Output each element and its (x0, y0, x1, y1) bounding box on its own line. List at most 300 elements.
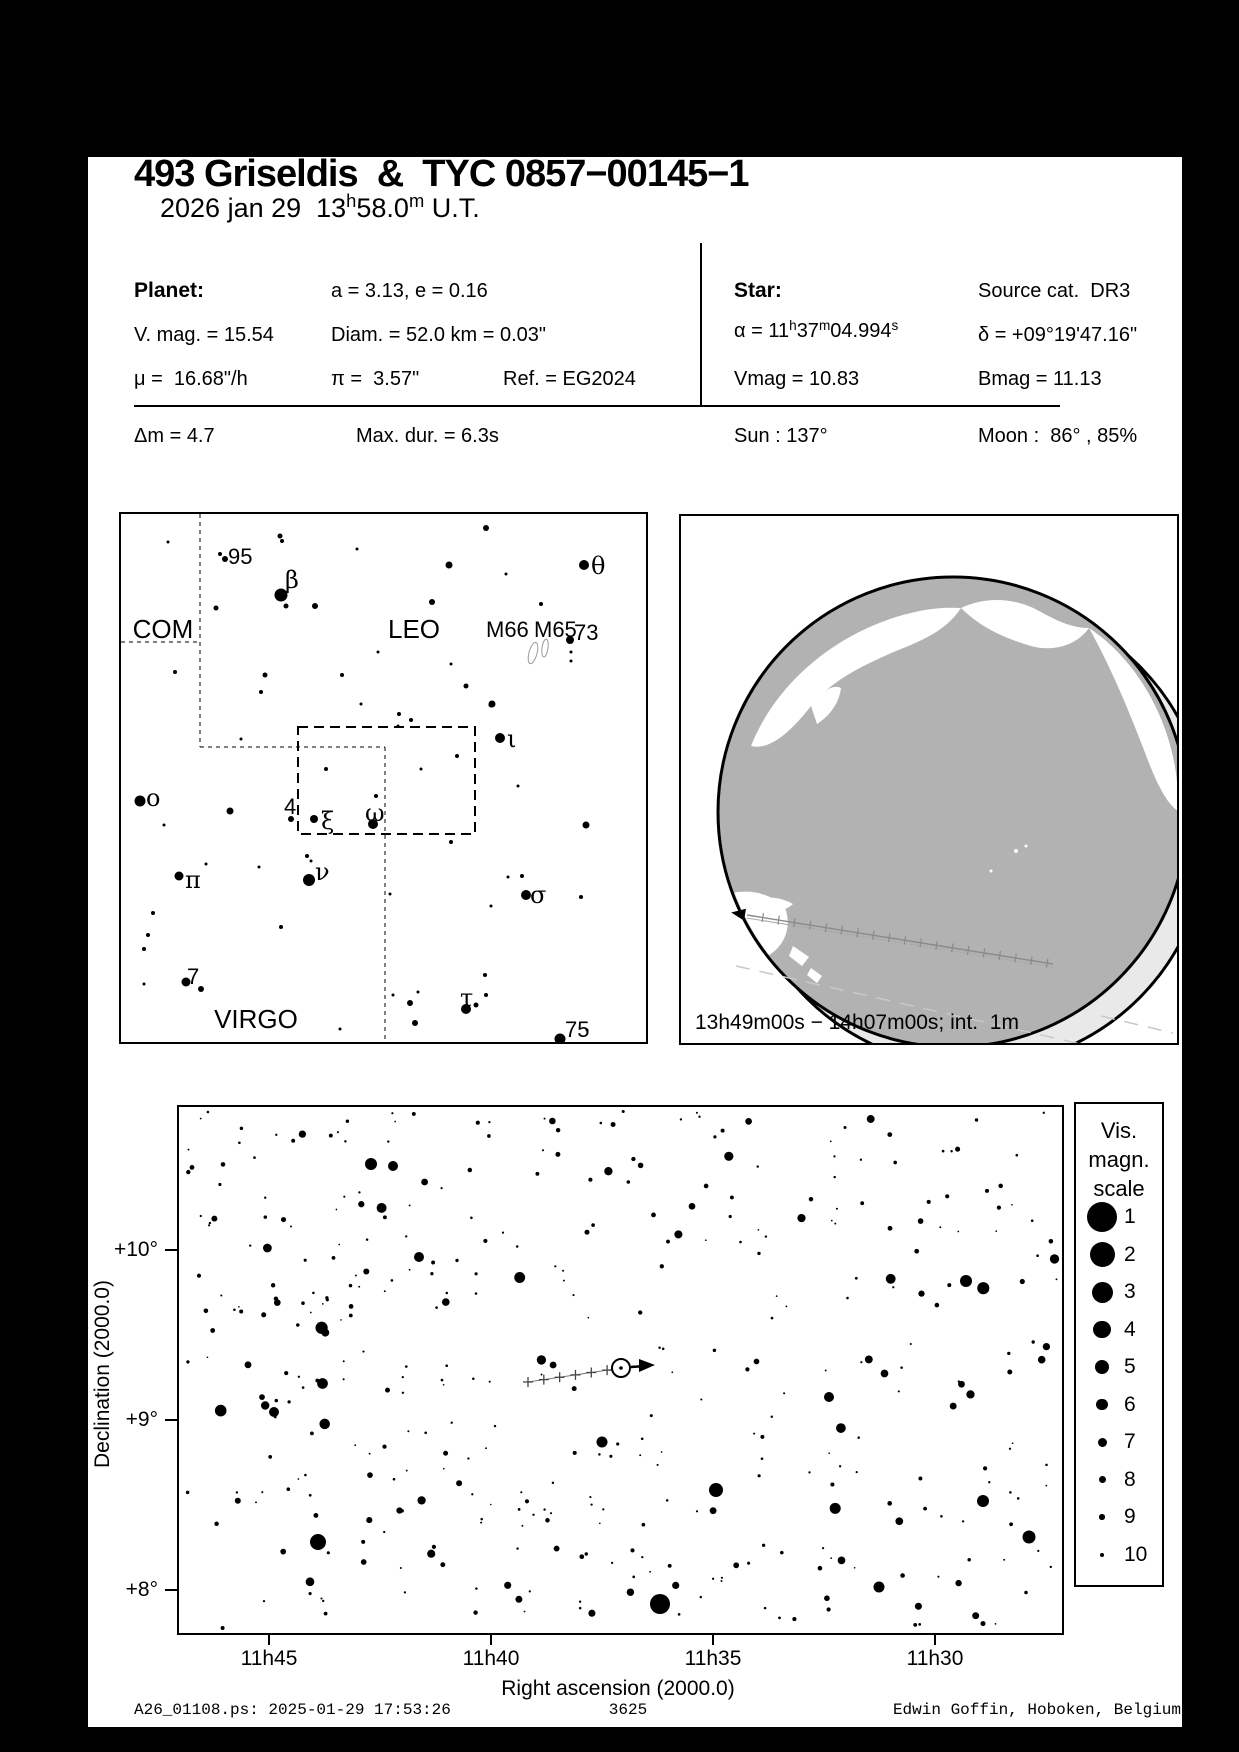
bright-star (960, 1275, 972, 1287)
field-star (825, 1370, 827, 1372)
star-dot (555, 1034, 566, 1043)
field-star (274, 1296, 278, 1300)
field-star (313, 1513, 318, 1518)
star-section-label: Star: (734, 279, 782, 302)
field-star (713, 1135, 716, 1138)
constellation-label: LEO (387, 614, 441, 644)
text-segment: 58.0 (356, 193, 409, 223)
field-star (1045, 1485, 1047, 1487)
field-star (792, 1617, 796, 1621)
field-star (780, 1551, 784, 1555)
field-star (754, 1359, 760, 1365)
legend-magnitude-label: 2 (1124, 1242, 1136, 1266)
field-star (895, 1517, 903, 1525)
field-star (609, 1455, 612, 1458)
field-star (518, 1508, 521, 1511)
field-star (657, 1464, 659, 1466)
field-star (980, 1621, 985, 1626)
field-star (855, 1277, 858, 1280)
field-star (945, 1194, 949, 1198)
field-star (343, 1360, 345, 1362)
field-star (209, 1222, 211, 1224)
legend-magnitude-dot (1095, 1360, 1110, 1375)
field-star (1020, 1279, 1025, 1284)
field-star (887, 1132, 892, 1137)
star-label: θ (591, 552, 606, 580)
field-star (554, 1546, 560, 1552)
field-star (826, 1607, 830, 1611)
field-star (967, 1558, 971, 1562)
field-star (966, 1390, 974, 1398)
field-star (349, 1284, 353, 1288)
field-star (854, 1567, 856, 1569)
field-star (1043, 1112, 1045, 1114)
field-star (384, 1290, 386, 1292)
magnitude-legend (1074, 1102, 1164, 1587)
field-star (955, 1580, 961, 1586)
legend-magnitude-dot (1100, 1553, 1104, 1557)
star-dot (356, 548, 359, 551)
field-star (705, 1239, 707, 1241)
field-star (516, 1245, 519, 1248)
field-star (480, 1518, 483, 1521)
field-star (543, 1508, 545, 1510)
star-dot (446, 562, 453, 569)
field-star (602, 1508, 604, 1510)
field-star (200, 1118, 202, 1120)
field-star (236, 1491, 238, 1493)
field-star (696, 1510, 698, 1512)
field-star (995, 1623, 997, 1625)
star-label: σ (530, 881, 547, 909)
field-star (562, 1270, 564, 1272)
field-star (1056, 1278, 1058, 1280)
field-star (589, 1496, 591, 1498)
page (88, 153, 1182, 1727)
star-dot (483, 525, 489, 531)
field-star (860, 1201, 864, 1205)
field-star (914, 1249, 919, 1254)
field-star (975, 1118, 978, 1121)
legend-magnitude-label: 3 (1124, 1280, 1136, 1303)
field-star (584, 1230, 589, 1235)
x-tick (490, 1635, 492, 1645)
field-star (405, 1235, 407, 1237)
footer-filename: A26_01108.ps: 2025-01-29 17:53:26 (134, 1701, 451, 1719)
field-star (358, 1201, 364, 1207)
field-star (337, 1131, 339, 1133)
field-star (542, 1149, 544, 1151)
field-star (400, 1567, 402, 1569)
planet-orbit-elements: a = 3.13, e = 0.16 (331, 280, 488, 302)
field-star (650, 1414, 653, 1417)
x-tick-label: 11h40 (462, 1647, 520, 1670)
star-label: 73 (574, 620, 599, 645)
field-star (1038, 1356, 1046, 1364)
field-star (268, 1455, 272, 1459)
star-dot (517, 785, 520, 788)
field-star (604, 1167, 612, 1175)
field-star (818, 1566, 823, 1571)
field-star (671, 1371, 673, 1373)
unit-superscript: m (408, 189, 425, 211)
constellation-label: COM (132, 614, 194, 644)
legend-magnitude-dot (1096, 1399, 1108, 1411)
field-star (760, 1435, 764, 1439)
field-star (476, 1121, 480, 1125)
field-star (383, 1531, 385, 1533)
field-star (529, 1590, 531, 1592)
star-dot (143, 983, 146, 986)
field-star (387, 1140, 389, 1142)
field-star (220, 1294, 222, 1296)
x-tick (934, 1635, 936, 1645)
field-star (661, 1451, 663, 1453)
event-moon-elongation: Moon : 86° , 85% (978, 425, 1138, 447)
y-tick (165, 1249, 177, 1251)
field-star (666, 1240, 670, 1244)
field-star (286, 1487, 290, 1491)
field-star (898, 1390, 900, 1392)
star-dot (173, 670, 177, 674)
star-dot (505, 573, 508, 576)
field-star (808, 1471, 810, 1473)
field-star (240, 1127, 243, 1130)
field-star (369, 1453, 371, 1455)
y-tick-label: +9° (125, 1408, 158, 1431)
field-star (306, 1577, 315, 1586)
star-dot (151, 911, 155, 915)
field-star (430, 1272, 433, 1275)
field-star (900, 1573, 905, 1578)
field-star (421, 1179, 428, 1186)
field-star (354, 1444, 356, 1446)
star-dot (175, 872, 184, 881)
field-star (207, 1111, 210, 1114)
bright-star (977, 1495, 989, 1507)
field-star (271, 1283, 275, 1287)
field-star (641, 1556, 643, 1558)
star-label: π (185, 866, 201, 894)
legend-magnitude-dot (1092, 1282, 1113, 1303)
field-star (317, 1378, 328, 1389)
field-star (264, 1197, 266, 1199)
field-star (468, 1168, 472, 1172)
star-dot (507, 876, 510, 879)
field-star (658, 1346, 660, 1348)
page-title: 493 Griseldis & TYC 0857−00145−1 (134, 153, 749, 195)
star-dot (539, 602, 543, 606)
field-star (824, 1595, 830, 1601)
field-star (631, 1157, 635, 1161)
star-dot (409, 718, 413, 722)
field-star (435, 1306, 438, 1309)
field-star (579, 1601, 581, 1603)
star-label: τ (460, 984, 474, 1012)
field-star (441, 1187, 443, 1189)
field-star (910, 1343, 912, 1345)
field-star (587, 1317, 589, 1319)
field-star (409, 1269, 411, 1271)
field-star (950, 1150, 952, 1152)
star-dot (263, 673, 268, 678)
field-star (839, 1465, 841, 1467)
field-star (733, 1562, 739, 1568)
field-star (828, 1452, 830, 1454)
field-star (471, 1493, 473, 1495)
field-star (310, 1312, 312, 1314)
field-star (797, 1214, 805, 1222)
field-star (588, 1178, 592, 1182)
star-dot (360, 703, 363, 706)
star-dot (464, 684, 469, 689)
field-star (887, 1501, 892, 1506)
field-star (343, 1196, 345, 1198)
star-dot (583, 822, 590, 829)
field-star (579, 1554, 584, 1559)
star-dot (420, 768, 423, 771)
globe-canvas (681, 516, 1177, 1043)
field-star (299, 1130, 306, 1137)
star-dot (278, 534, 283, 539)
field-star (483, 1239, 487, 1243)
field-star (287, 1400, 290, 1403)
field-star (467, 1457, 469, 1459)
track-time-plus-mark (570, 1370, 580, 1380)
field-star (1049, 1239, 1054, 1244)
field-star (475, 1587, 477, 1589)
legend-magnitude-dot (1093, 1321, 1111, 1339)
field-star (1007, 1352, 1010, 1355)
field-star (700, 1398, 702, 1400)
event-datetime (160, 189, 480, 224)
field-star (1032, 1340, 1035, 1343)
field-star (940, 1515, 943, 1518)
field-star (778, 1617, 781, 1620)
field-star (319, 1419, 330, 1430)
field-star (402, 1392, 404, 1394)
field-star (865, 1355, 873, 1363)
field-star (261, 1401, 269, 1409)
field-star (730, 1195, 734, 1199)
field-star (442, 1298, 450, 1306)
field-star (747, 1562, 750, 1565)
field-star (362, 1351, 364, 1353)
field-star (830, 1141, 832, 1143)
field-star (1036, 1254, 1039, 1257)
field-star (238, 1141, 241, 1144)
field-star (424, 1431, 427, 1434)
planet-vmag: V. mag. = 15.54 (134, 324, 274, 346)
field-star (275, 1134, 277, 1136)
legend-magnitude-label: 10 (1124, 1542, 1148, 1566)
field-star (494, 1425, 496, 1427)
field-star (785, 1305, 787, 1307)
star-label: ι (507, 725, 517, 753)
field-star (537, 1355, 546, 1364)
star-dot (227, 808, 234, 815)
field-star (393, 1478, 396, 1481)
star-dot (340, 673, 344, 677)
event-sun-elongation: Sun : 137° (734, 425, 828, 447)
field-star (611, 1122, 616, 1127)
field-star (361, 1540, 365, 1544)
field-star (765, 1235, 767, 1237)
field-star (834, 1223, 836, 1225)
field-star (710, 1507, 717, 1514)
field-star (346, 1119, 349, 1122)
field-star (918, 1623, 921, 1626)
field-star (590, 1503, 592, 1505)
field-star (394, 1121, 396, 1123)
field-star (935, 1303, 940, 1308)
star-dot (312, 603, 318, 609)
field-star (324, 1612, 328, 1616)
field-star (721, 1577, 723, 1579)
field-star (881, 1370, 889, 1378)
field-star (550, 1362, 557, 1369)
field-star (745, 1367, 749, 1371)
field-star (556, 1128, 560, 1132)
star-dot (163, 824, 166, 827)
field-star (696, 1112, 698, 1114)
field-star (1037, 1550, 1039, 1552)
legend-title-line: Vis. (1100, 1118, 1138, 1143)
star-dot (483, 973, 487, 977)
x-tick (268, 1635, 270, 1645)
field-star (642, 1523, 646, 1527)
field-star (391, 1112, 393, 1114)
field-star (412, 1112, 416, 1116)
field-star (443, 1468, 445, 1470)
field-star (361, 1559, 367, 1565)
field-star (1009, 1448, 1011, 1450)
field-star (366, 1517, 372, 1523)
field-star (762, 1544, 765, 1547)
star-dot (258, 866, 261, 869)
field-star (599, 1522, 601, 1524)
field-star (721, 1129, 725, 1133)
field-star (632, 1576, 635, 1579)
field-star (704, 1184, 709, 1189)
field-star (186, 1170, 190, 1174)
field-star (218, 1183, 221, 1186)
unit-superscript: m (818, 317, 831, 333)
field-star (197, 1274, 201, 1278)
field-star (443, 1451, 448, 1456)
star-dot (218, 552, 222, 556)
field-star (1043, 1343, 1050, 1350)
field-star (757, 1252, 760, 1255)
star-dot (305, 854, 309, 858)
legend-magnitude-label: 8 (1124, 1467, 1136, 1491)
bright-star (650, 1594, 670, 1614)
field-star (275, 1399, 278, 1402)
field-star (296, 1323, 300, 1327)
field-star (721, 1580, 723, 1582)
field-star (843, 1126, 846, 1129)
planet-reference: Ref. = EG2024 (503, 368, 636, 390)
field-star (427, 1550, 435, 1558)
field-star (545, 1518, 550, 1523)
field-star (672, 1582, 679, 1589)
star-label: ξ (321, 807, 335, 835)
field-star (611, 1562, 613, 1564)
field-star (1007, 1369, 1012, 1374)
field-star (627, 1588, 634, 1595)
field-star (255, 1501, 257, 1503)
field-star (358, 1286, 360, 1288)
field-star (552, 1482, 554, 1484)
track-time-plus-mark (602, 1365, 612, 1375)
field-star (1017, 1497, 1020, 1500)
star-dot (570, 651, 573, 654)
bright-star (388, 1161, 398, 1171)
field-star (939, 1226, 941, 1228)
field-star (383, 1215, 387, 1219)
bright-star (597, 1437, 608, 1448)
field-star (186, 1491, 190, 1495)
field-star (320, 1597, 322, 1599)
field-star (830, 1482, 834, 1486)
bright-star (310, 1534, 326, 1550)
field-star (598, 1453, 601, 1456)
field-star (475, 1292, 478, 1295)
field-star (831, 1220, 833, 1222)
event-max-duration: Max. dur. = 6.3s (356, 425, 499, 447)
field-star (322, 1600, 324, 1602)
star-label: ν (315, 858, 330, 886)
field-star (761, 1457, 764, 1460)
star-label: 4 (284, 794, 297, 819)
legend-magnitude-dot (1087, 1202, 1117, 1232)
field-star (344, 1140, 346, 1142)
field-star (406, 1470, 408, 1472)
field-star (1003, 1559, 1005, 1561)
star-dot (280, 539, 284, 543)
field-star (349, 1314, 353, 1318)
field-star (249, 1244, 251, 1246)
field-star (1050, 1566, 1052, 1568)
star-dot (284, 604, 289, 609)
legend-magnitude-label: 6 (1124, 1392, 1136, 1416)
field-star (950, 1403, 957, 1410)
field-star (490, 1504, 492, 1506)
field-star (349, 1304, 354, 1309)
field-star (573, 1451, 577, 1455)
field-star (385, 1388, 390, 1393)
field-star (713, 1349, 716, 1352)
track-time-plus-mark (523, 1377, 533, 1387)
field-star (451, 1422, 453, 1424)
legend-title-line: magn. (1088, 1147, 1150, 1172)
field-star (301, 1301, 305, 1305)
star-dot (279, 925, 283, 929)
field-star (942, 1150, 945, 1153)
field-star (338, 1244, 340, 1246)
star-source-catalog: Source cat. DR3 (978, 280, 1131, 302)
star-dot (429, 599, 435, 605)
field-star (651, 1213, 656, 1218)
field-star (988, 1481, 990, 1483)
star-dot (484, 993, 488, 997)
field-star (309, 1494, 312, 1497)
field-star (502, 1232, 504, 1234)
field-star (689, 1203, 696, 1210)
field-star (221, 1162, 226, 1167)
field-star (535, 1172, 539, 1176)
star-label: M65 (534, 617, 577, 642)
